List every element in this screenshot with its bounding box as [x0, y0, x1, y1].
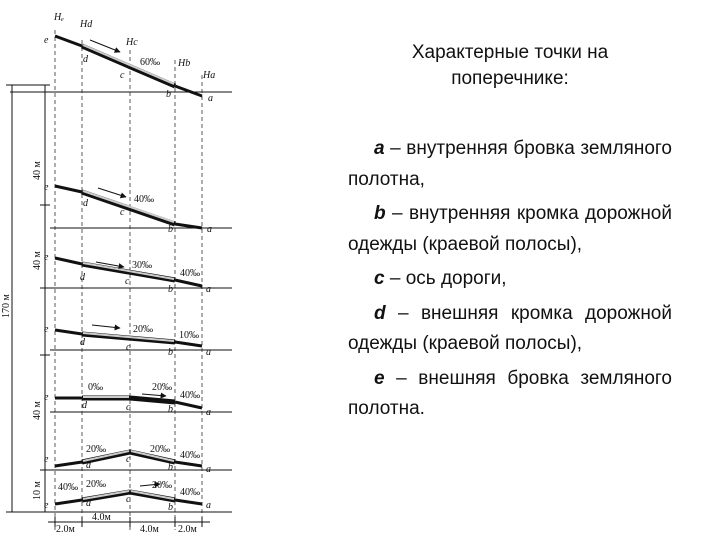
heading-line-2: поперечнике: — [451, 68, 569, 89]
vertical-dimension-lines — [6, 85, 50, 512]
s5-slope-left: 0‰ — [88, 382, 103, 393]
s1-point-b: b — [166, 89, 171, 100]
s2-point-c: c — [120, 207, 125, 218]
definition-text: – внутренняя кромка дорожной одежды (краевой полосы), — [348, 203, 672, 255]
s3-point-e: e — [44, 252, 49, 263]
elevation-hc: Hc — [126, 37, 138, 48]
s2-point-b: b — [168, 224, 173, 235]
definition-text: – внутренняя бровка земляного полотна, — [348, 138, 672, 190]
s3-slope-main: 30‰ — [132, 260, 152, 271]
s1-point-c: c — [120, 70, 125, 81]
s6-point-c: c — [126, 454, 131, 465]
s5-slope-main: 20‰ — [152, 382, 172, 393]
s1-point-e: e — [44, 35, 49, 46]
elevation-he: Hₑ — [54, 12, 64, 23]
dim-horizontal-4: 2.0м — [178, 524, 197, 535]
definition-text: – внешняя кромка дорожной одежды (краевой полосы), — [348, 302, 672, 354]
definition-letter: d — [374, 302, 386, 324]
s7-point-d: d — [86, 498, 91, 509]
definition-e — [348, 364, 672, 425]
s3-point-c: c — [125, 276, 130, 287]
s7-point-a: a — [206, 500, 211, 511]
s7-point-b: b — [168, 502, 173, 513]
definition-letter: e — [374, 367, 385, 389]
s1-point-d: d — [83, 54, 88, 65]
s5-slope-edge: 40‰ — [180, 390, 200, 401]
s6-slope-edge: 40‰ — [180, 450, 200, 461]
s7-slope-left: 20‰ — [86, 479, 106, 490]
section-6 — [50, 451, 232, 470]
definition-letter: a — [374, 138, 385, 159]
section-5 — [50, 394, 232, 412]
s7-slope-edge: 40‰ — [180, 487, 200, 498]
s4-point-a: a — [206, 347, 211, 358]
s4-slope-edge: 10‰ — [179, 330, 199, 341]
s3-point-b: b — [168, 284, 173, 295]
s6-point-b: b — [168, 462, 173, 473]
section-2 — [50, 186, 232, 228]
s6-point-e: e — [44, 454, 49, 465]
definition-text: – ось дороги, — [384, 268, 507, 289]
s5-point-b: b — [168, 404, 173, 415]
s6-slope-left: 20‰ — [86, 444, 106, 455]
s4-point-e: e — [44, 324, 49, 335]
s1-point-a: a — [208, 93, 213, 104]
s6-slope-main: 20‰ — [150, 444, 170, 455]
s5-point-c: c — [126, 402, 131, 413]
definition-b — [348, 199, 672, 260]
dim-horizontal-3: 4.0м — [140, 524, 159, 535]
s7-point-e: e — [44, 500, 49, 511]
s6-point-a: a — [206, 464, 211, 475]
s5-point-e: e — [44, 392, 49, 403]
s2-point-e: e — [44, 182, 49, 193]
definition-letter: b — [374, 203, 386, 224]
heading-line-1: Характерные точки на — [411, 42, 609, 63]
s4-point-d: d — [80, 337, 85, 348]
s5-point-a: a — [206, 407, 211, 418]
definition-letter: c — [374, 268, 385, 289]
s6-point-d: d — [86, 460, 91, 471]
definitions-panel — [348, 40, 672, 429]
dim-vertical-1: 40 м — [32, 161, 43, 180]
dim-vertical-2: 40 м — [32, 251, 43, 270]
elevation-hb: Hb — [178, 58, 191, 69]
s3-point-a: a — [206, 284, 211, 295]
s5-point-d: d — [82, 400, 87, 411]
dim-horizontal-2: 4.0м — [92, 512, 111, 523]
s4-slope-main: 20‰ — [133, 324, 153, 335]
s7-point-c: c — [126, 494, 131, 505]
dim-vertical-4: 10 м — [32, 481, 43, 500]
definition-a — [348, 134, 672, 195]
definition-c — [348, 264, 672, 295]
s4-point-c: c — [126, 342, 131, 353]
s2-slope: 40‰ — [134, 194, 154, 205]
s7-slope-main: 20‰ — [152, 480, 172, 491]
heading — [348, 40, 672, 92]
s4-point-b: b — [168, 347, 173, 358]
definition-text: – внешняя бровка земляного полотна. — [348, 367, 672, 419]
s2-point-a: a — [207, 224, 212, 235]
dim-vertical-total: 170 м — [1, 294, 12, 318]
s1-slope: 60‰ — [140, 57, 160, 68]
cross-section-diagram — [0, 0, 250, 540]
elevation-ha: Ha — [203, 70, 216, 81]
s3-point-d: d — [80, 272, 85, 283]
definition-d — [348, 299, 672, 360]
s7-slope-outer-left: 40‰ — [58, 482, 78, 493]
dim-vertical-3: 40 м — [32, 401, 43, 420]
s3-slope-edge: 40‰ — [180, 268, 200, 279]
s2-point-d: d — [83, 198, 88, 209]
dim-horizontal-1: 2.0м — [56, 524, 75, 535]
elevation-hd: Hd — [80, 19, 93, 30]
